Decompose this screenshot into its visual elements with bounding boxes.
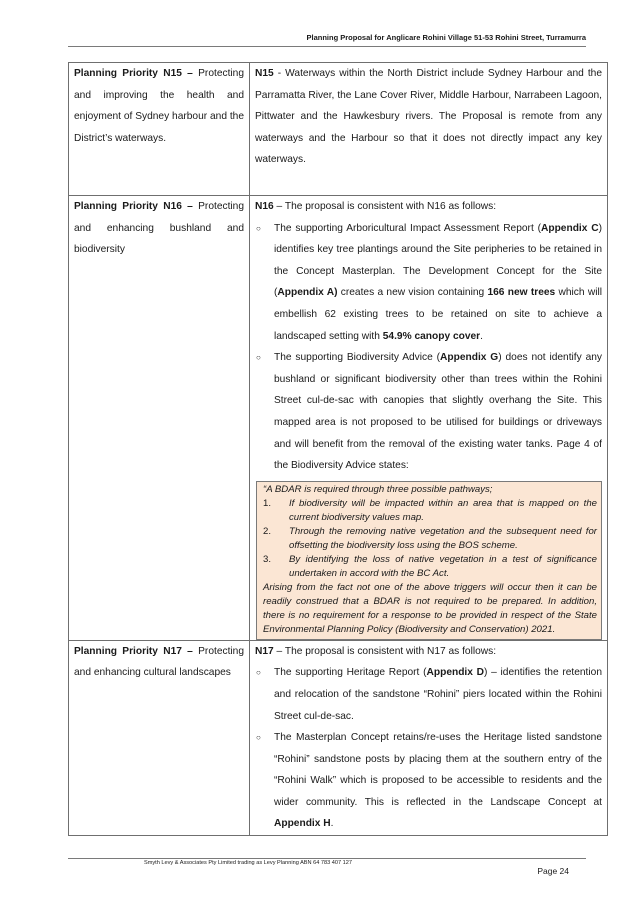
priority-description: Protecting and improving the health and enjoyment of Sydney harbour and the District’s waterways.: [74, 68, 244, 144]
header-divider: [68, 46, 586, 47]
table-row: [69, 640, 608, 835]
priority-cell: [69, 640, 250, 835]
planning-priorities-table: [68, 62, 608, 836]
response-lead-text: – The proposal is consistent with N17 as follows:: [273, 645, 497, 657]
list-item: ○ The supporting Biodiversity Advice (Appendix G) does not identify any bushland or significant biodiversity other than trees within the Rohini Street cul-de-sac with canopies that slightly overhang the Site. This mapped area is not proposed to be utilised for buildings or driveways and will benefit from the removal of the existing water tanks. Page 4 of the Biodiversity Advice states:: [255, 347, 602, 477]
quote-item: 1. If biodiversity will be impacted within an area that is mapped on the current biodiversity values map.: [263, 497, 597, 523]
list-item: ○ The supporting Arboricultural Impact Assessment Report (Appendix C) identifies key tree plantings around the Site peripheries to be retained in the Concept Masterplan. The Development Concept for the Site (Appendix A) creates a new vision containing 166 new trees which will embellish 62 existing trees to be retained on site to achieve a landscaped setting with 54.9% canopy cover.: [255, 218, 602, 348]
priority-cell: [69, 63, 250, 196]
footer-divider: [68, 858, 586, 859]
priority-title: Planning Priority N17 –: [74, 645, 193, 657]
footer-company: Smyth Levy & Associates Pty Limited trading as Levy Planning ABN 64 783 407 127: [143, 860, 353, 866]
response-lead: [255, 641, 602, 663]
response-lead: [255, 63, 602, 171]
priority-description: Protecting and enhancing cultural landscapes: [74, 645, 244, 679]
priority-description: Protecting and enhancing bushland and biodiversity: [74, 201, 244, 256]
response-bullet-list: [255, 662, 602, 835]
page-header: Planning Proposal for Anglicare Rohini Village 51-53 Rohini Street, Turramurra: [306, 33, 586, 42]
list-item: ○ The supporting Heritage Report (Appendix D) – identifies the retention and relocation of the sandstone “Rohini” piers located within the Rohini Street cul-de-sac.: [255, 662, 602, 727]
page-number: Page 24: [537, 866, 569, 876]
table-row: [69, 196, 608, 641]
response-lead-text: - Waterways within the North District include Sydney Harbour and the Parramatta River, the Lane Cover River, Middle Harbour, Narrabeen Lagoon, Pittwater and the Hawkesbury rivers. The Proposal is remote from any waterways and the Harbour so that it does not directly impact any key waterways.: [255, 68, 602, 166]
list-item: ○ The Masterplan Concept retains/re-uses the Heritage listed sandstone “Rohini” sandstone posts by placing them at the southern entry of the “Rohini Walk” which is proposed to be accessible to residents and the wider community. This is reflected in the Landscape Concept at Appendix H.: [255, 727, 602, 835]
priority-title: Planning Priority N16 –: [74, 201, 193, 212]
response-lead-code: N15: [255, 68, 274, 79]
response-lead-code: N17: [255, 645, 274, 657]
response-cell: [250, 196, 608, 641]
quote-box: [256, 481, 602, 640]
response-cell: [250, 63, 608, 196]
response-lead-code: N16: [255, 201, 274, 212]
priority-title: Planning Priority N15 –: [74, 68, 193, 79]
response-lead: [255, 196, 602, 218]
priority-cell: [69, 196, 250, 641]
quote-closing: Arising from the fact not one of the above triggers will occur then it can be readily construed that a BDAR is not required to be prepared. In addition, there is no requirement for a response to be provided in respect of the State Environmental Planning Policy (Biodiversity and Conservation) 2021.: [263, 581, 597, 635]
response-lead-text: – The proposal is consistent with N16 as follows:: [273, 201, 497, 212]
response-bullet-list: [255, 218, 602, 477]
quote-intro: “A BDAR is required through three possible pathways;: [263, 483, 493, 495]
table-row: [69, 63, 608, 196]
quote-item: 3. By identifying the loss of native vegetation in a test of significance undertaken in accord with the BC Act.: [263, 553, 597, 579]
response-cell: [250, 640, 608, 835]
quote-item: 2. Through the removing native vegetation and the subsequent need for offsetting the biodiversity loss using the BOS scheme.: [263, 525, 597, 551]
